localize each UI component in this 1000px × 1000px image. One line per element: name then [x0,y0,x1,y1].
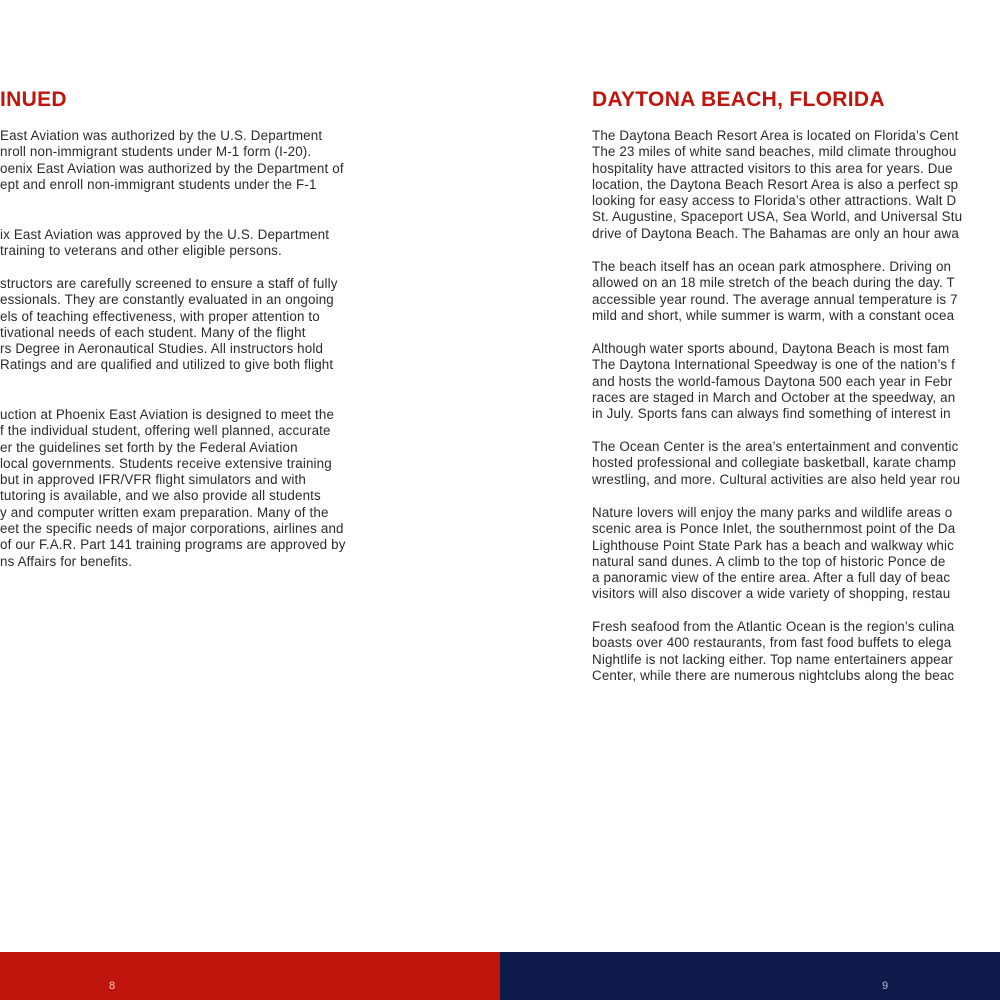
text-line: wrestling, and more. Cultural activities are also held year rou [592,471,961,487]
left-paragraph-instruction [0,407,346,570]
right-paragraph-resort-area [592,128,962,242]
text-line: The 23 miles of white sand beaches, mild climate throughou [592,144,957,160]
text-line: els of teaching effectiveness, with proper attention to [0,308,320,324]
text-line: ns Affairs for benefits. [0,553,133,569]
text-line: drive of Daytona Beach. The Bahamas are only an hour awa [592,225,959,241]
text-line: mild and short, while summer is warm, with a constant ocea [592,307,955,323]
text-line: natural sand dunes. A climb to the top of historic Ponce de [592,553,946,569]
text-line: Lighthouse Point State Park has a beach and walkway whic [592,537,954,553]
text-line: St. Augustine, Spaceport USA, Sea World, and Universal Stu [592,209,963,225]
text-line: local governments. Students receive extensive training [0,455,332,471]
left-page-heading: INUED [0,88,67,111]
right-footer-bar [500,952,1000,1000]
text-line: of our F.A.R. Part 141 training programs are approved by [0,537,346,553]
text-line: essionals. They are constantly evaluated in an ongoing [0,292,334,308]
text-line: structors are carefully screened to ensure a staff of fully [0,276,338,291]
text-line: Nightlife is not lacking either. Top name entertainers appear [592,651,953,667]
text-line: tutoring is available, and we also provide all students [0,488,321,504]
text-line: hosted professional and collegiate basketball, karate champ [592,455,956,471]
text-line: races are staged in March and October at the speedway, an [592,389,956,405]
left-page [0,0,500,950]
page-number-left: 8 [109,980,116,992]
text-line: The Daytona Beach Resort Area is located on Florida’s Cent [592,128,959,143]
text-line: and hosts the world-famous Daytona 500 each year in Febr [592,373,953,389]
text-line: but in approved IFR/VFR flight simulators and with [0,472,306,488]
text-line: Fresh seafood from the Atlantic Ocean is the region’s culina [592,619,955,634]
text-line: The Daytona International Speedway is one of the nation’s f [592,357,955,373]
left-paragraph-instructors [0,276,338,374]
text-line: Nature lovers will enjoy the many parks and wildlife areas o [592,505,953,520]
text-line: visitors will also discover a wide variety of shopping, restau [592,586,951,602]
right-paragraph-beach [592,259,958,324]
left-paragraph-accreditation [0,128,344,193]
text-line: location, the Daytona Beach Resort Area is also a perfect sp [592,176,959,192]
right-page-heading: DAYTONA BEACH, FLORIDA [592,88,885,111]
text-line: in July. Sports fans can always find something of interest in [592,406,951,422]
right-page [592,0,1000,950]
text-line: y and computer written exam preparation. Many of the [0,504,329,520]
right-paragraph-nature [592,505,955,603]
right-paragraph-speedway [592,341,955,422]
text-line: East Aviation was authorized by the U.S. Department [0,128,323,143]
left-paragraph-veterans [0,227,329,260]
text-line: training to veterans and other eligible persons. [0,243,282,259]
text-line: Although water sports abound, Daytona Beach is most fam [592,341,950,356]
text-line: hospitality have attracted visitors to this area for years. Due [592,160,953,176]
text-line: accessible year round. The average annual temperature is 7 [592,291,958,307]
text-line: er the guidelines set forth by the Federal Aviation [0,439,298,455]
right-paragraph-seafood [592,619,954,684]
text-line: rs Degree in Aeronautical Studies. All instructors hold [0,341,324,357]
text-line: allowed on an 18 mile stretch of the beach during the day. T [592,275,955,291]
text-line: oenix East Aviation was authorized by the Department of [0,160,344,176]
text-line: tivational needs of each student. Many of the flight [0,324,306,340]
text-line: a panoramic view of the entire area. After a full day of beac [592,570,951,586]
text-line: eet the specific needs of major corporations, airlines and [0,521,344,537]
text-line: Center, while there are numerous nightclubs along the beac [592,667,955,683]
text-line: boasts over 400 restaurants, from fast food buffets to elega [592,635,952,651]
text-line: The beach itself has an ocean park atmosphere. Driving on [592,259,952,274]
text-line: ept and enroll non-immigrant students under the F-1 [0,176,317,192]
text-line: f the individual student, offering well planned, accurate [0,423,331,439]
text-line: looking for easy access to Florida’s other attractions. Walt D [592,193,957,209]
page-number-right: 9 [882,980,889,992]
text-line: Ratings and are qualified and utilized to give both flight [0,357,334,373]
text-line: scenic area is Ponce Inlet, the southernmost point of the Da [592,521,956,537]
text-line: nroll non-immigrant students under M-1 form (I-20). [0,144,312,160]
left-footer-bar [0,952,500,1000]
text-line: uction at Phoenix East Aviation is designed to meet the [0,407,335,422]
text-line: The Ocean Center is the area’s entertainment and conventic [592,439,959,454]
text-line: ix East Aviation was approved by the U.S. Department [0,227,330,242]
right-paragraph-ocean-center [592,439,960,488]
